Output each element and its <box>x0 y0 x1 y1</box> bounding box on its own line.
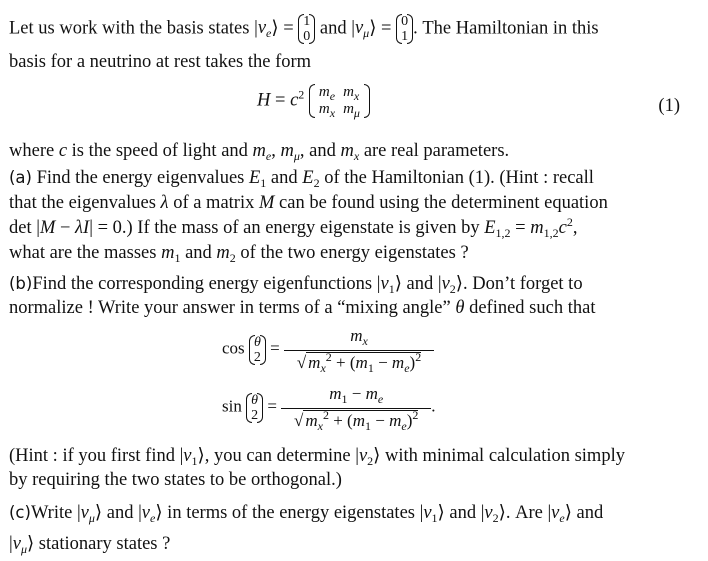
part-c-line-1: (c)Write $|\nu_\mu⟩$ and $|\nu_e⟩$ in terms of the energy eigenstates $|\nu_1⟩$ and $|\nu_2⟩$. Are $|\nu_e⟩$ and <box>9 503 604 525</box>
part-a-line-1: (a) Find the energy eigenvalues $E_1$ and $E_2$ of the Hamiltonian (1). (Hint : recall <box>9 168 594 190</box>
intro-prefix: Let us work with the basis states <box>9 18 250 39</box>
part-c-line-2: $|\nu_\mu⟩$ stationary states ? <box>9 534 171 556</box>
equation-number: (1) <box>658 96 680 116</box>
hint-line-1: (Hint : if you first find $|\nu_1⟩$, you can determine $|\nu_2⟩$ with minimal calculation simply <box>9 446 625 468</box>
intro-line-1: Let us work with the basis states $|\nu_e⟩ = 1$ 0 and $|\nu_\mu⟩ = 0$ 1 . The Hamiltonian in this <box>9 14 599 44</box>
intro-and: and <box>319 18 347 39</box>
intro-line-2: basis for a neutrino at rest takes the form <box>9 52 312 72</box>
ve-vector: 1 0 <box>298 14 315 44</box>
hamiltonian-matrix: $m_e$ $m_x$ $m_x$ $m_\mu$ <box>309 84 370 118</box>
part-a-label: (a) <box>9 168 32 187</box>
part-a-line-2: that the eigenvalues λ of a matrix M can be found using the determinent equation <box>9 193 608 213</box>
part-b-line-2: normalize ! Write your answer in terms of a “mixing angle” θ defined such that <box>9 298 596 318</box>
hint-line-2: by requiring the two states to be orthogonal.) <box>9 470 342 490</box>
part-b-label: (b) <box>9 274 33 293</box>
hamiltonian-equation: $H = c^2$ $m_e$ $m_x$ $m_x$ $m_\mu$ <box>257 84 370 118</box>
part-a-line-3: det |M − λI| = 0.) If the mass of an energy eigenstate is given by $E_{1,2} = m_{1,2}c^2$, <box>9 215 578 240</box>
intro-suffix: The Hamiltonian in this <box>422 18 599 39</box>
where-line: where c is the speed of light and $m_e$, $m_\mu$, and $m_x$ are real parameters. <box>9 141 510 163</box>
cos-equation: cos θ 2 = $\frac{m_x}{√ m_x^2 + (m_1 - m_e)^2}$ <box>222 326 434 373</box>
part-a-line-4: what are the masses $m_1$ and $m_2$ of the two energy eigenstates ? <box>9 243 469 265</box>
vmu-vector: 0 1 <box>396 14 413 44</box>
part-b-line-1: (b)Find the corresponding energy eigenfunctions $|\nu_1⟩$ and $|\nu_2⟩$. Don’t forget to <box>9 274 583 296</box>
sin-equation: sin θ 2 = $\frac{m_1 - m_e}{√ m_x^2 + (m_1 - m_e)^2}$ . <box>222 384 436 433</box>
part-c-label: (c) <box>9 503 31 522</box>
